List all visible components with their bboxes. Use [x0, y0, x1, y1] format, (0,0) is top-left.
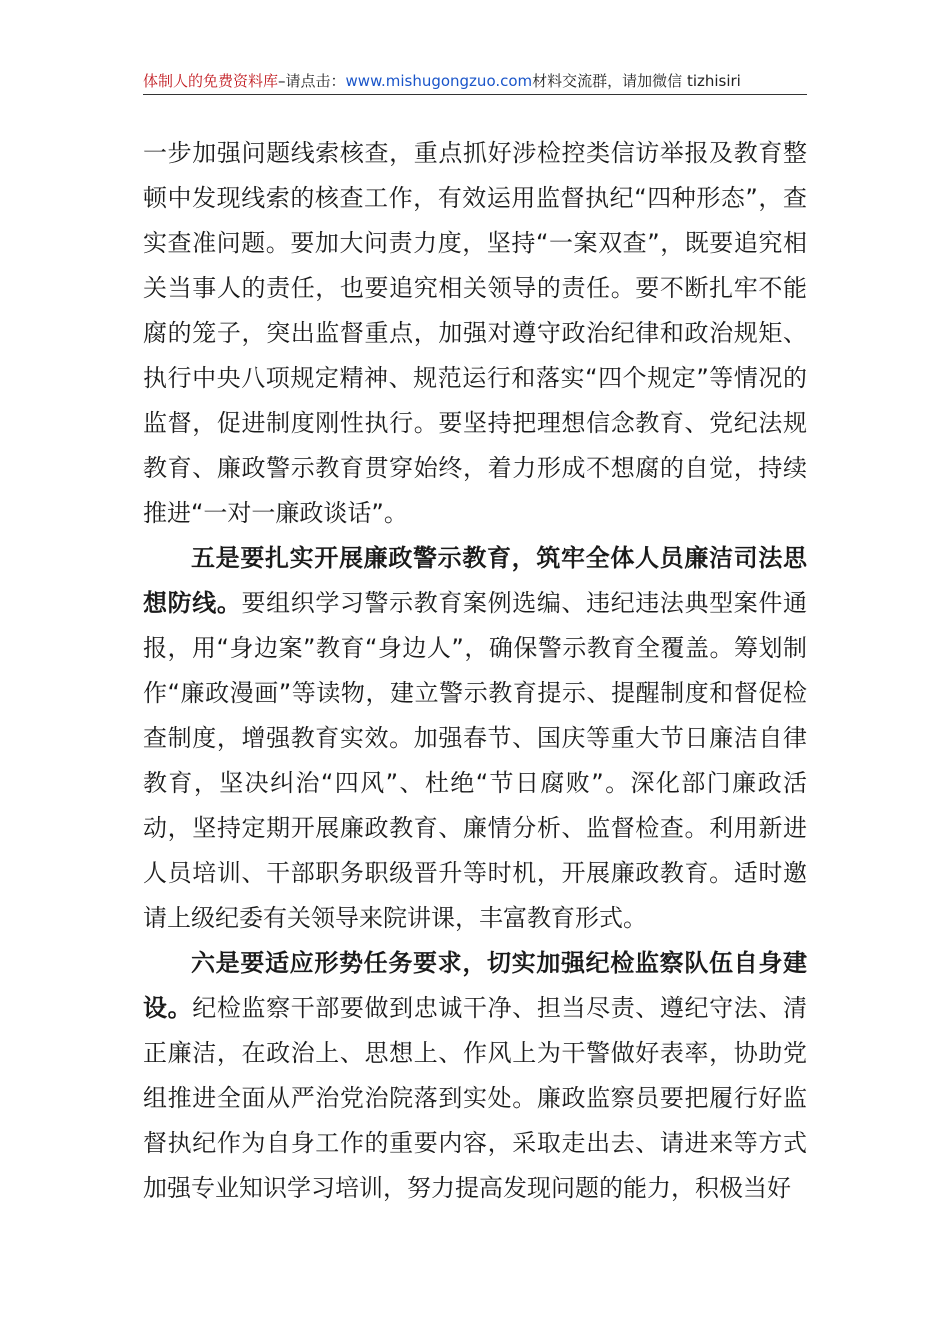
header-brand: 体制人的免费资料库: [143, 72, 279, 90]
paragraph-lead: 六是要适应形势任务要求，切实加强纪检监察队伍自身建设。: [143, 949, 807, 1022]
paragraph-lead: 五是要扎实开展廉政警示教育，筑牢全体人员廉洁司法思想防线。: [143, 544, 807, 617]
header-prompt: –请点击：: [278, 72, 346, 90]
paragraph-text: 纪检监察干部要做到忠诚干净、担当尽责、遵纪守法、清正廉洁，在政治上、思想上、作风上为干警做好表率，协助党组推进全面从严治党治院落到实处。廉政监察员要把履行好监督执纪作为自身工作的重要内容，采取走出去、请进来等方式加强专业知识学习培训，努力提高发现问题的能力，积极当好: [143, 994, 808, 1202]
paragraph-continuation: [143, 131, 807, 536]
paragraph-section-5: [143, 536, 807, 941]
paragraph-text: 要组织学习警示教育案例选编、违纪违法典型案件通报，用“身边案”教育“身边人”，确保警示教育全覆盖。筹划制作“廉政漫画”等读物，建立警示教育提示、提醒制度和督促检查制度，增强教育实效。加强春节、国庆等重大节日廉洁自律教育，坚决纠治“四风”、杜绝“节日腐败”。深化部门廉政活动，坚持定期开展廉政教育、廉情分析、监督检查。利用新进人员培训、干部职务职级晋升等时机，开展廉政教育。适时邀请上级纪委有关领导来院讲课，丰富教育形式。: [143, 589, 808, 932]
header-url-link[interactable]: www.mishugongzuo.com: [345, 72, 533, 90]
header-info: 材料交流群，请加微信 tizhisiri: [532, 72, 741, 90]
paragraph-text: 一步加强问题线索核查，重点抓好涉检控类信访举报及教育整顿中发现线索的核查工作，有效运用监督执纪“四种形态”，查实查准问题。要加大问责力度，坚持“一案双查”，既要追究相关当事人的责任，也要追究相关领导的责任。要不断扎牢不能腐的笼子，突出监督重点，加强对遵守政治纪律和政治规矩、执行中央八项规定精神、规范运行和落实“四个规定”等情况的监督，促进制度刚性执行。要坚持把理想信念教育、党纪法规教育、廉政警示教育贯穿始终，着力形成不想腐的自觉，持续推进“一对一廉政谈话”。: [143, 139, 807, 527]
header-divider: [143, 94, 807, 95]
body-text: [143, 131, 807, 1211]
page-header: [143, 68, 807, 94]
paragraph-section-6: [143, 941, 807, 1211]
